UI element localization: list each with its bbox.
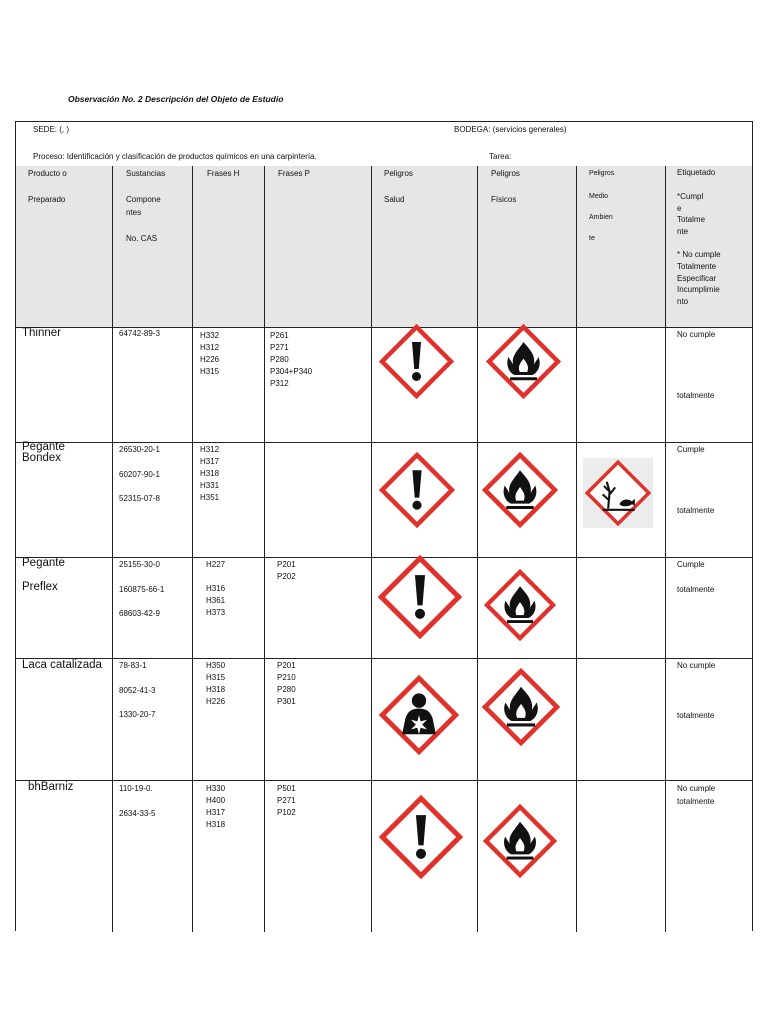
flame-icon (484, 569, 556, 641)
cas-numbers: 25155-30-0 160875-66-1 68603-42-9 (119, 560, 165, 618)
flame-icon (483, 804, 557, 878)
cas-numbers: 110-19-0. 2634-33-5 (119, 784, 156, 818)
column-divider (112, 166, 113, 932)
chemical-classification-table (15, 121, 753, 931)
h-phrases: H227 H316 H361 H373 (206, 560, 226, 617)
flame-icon (482, 668, 560, 746)
h-phrases: H332 H312 H226 H315 (200, 331, 220, 376)
health-hazard-icon (379, 675, 459, 755)
flame-icon (482, 452, 558, 528)
p-phrases: P201 P210 P280 P301 (277, 661, 296, 706)
bodega-label: BODEGA: (servicios generales) (454, 125, 567, 134)
etiquetado-status-detail: totalmente (677, 711, 715, 720)
product-name: Thinner (22, 327, 61, 339)
sede-label: SEDE: (, ) (33, 125, 70, 134)
document-title: Observación No. 2 Descripción del Objeto de Estudio (68, 94, 284, 104)
exclamation-mark-icon (379, 452, 455, 528)
p-phrases: P201 P202 (277, 560, 296, 581)
column-divider (477, 166, 478, 932)
etiquetado-status-detail: totalmente (677, 585, 715, 594)
etiquetado-status: No cumple totalmente (677, 784, 716, 806)
exclamation-mark-icon (378, 555, 462, 639)
etiquetado-status: Cumple (677, 445, 705, 454)
header-frases-p: Frases P (278, 169, 311, 178)
h-phrases: H330 H400 H317 H318 (206, 784, 226, 829)
header-producto: Producto o Preparado (28, 169, 67, 204)
h-phrases: H350 H315 H318 H226 (206, 661, 226, 706)
etiquetado-status: No cumple (677, 661, 716, 670)
cas-numbers: 26530-20-1 60207-90-1 52315-07-8 (119, 445, 160, 503)
row-divider (16, 780, 752, 781)
column-divider (371, 166, 372, 932)
header-peligros-fisicos: Peligros Físicos (491, 169, 520, 204)
etiquetado-status: Cumple (677, 560, 705, 569)
product-name: bhBarniz (28, 781, 74, 793)
exclamation-mark-icon (379, 795, 463, 879)
header-sustancias: Sustancias Compone ntes No. CAS (126, 169, 166, 243)
header-frases-h: Frases H (207, 169, 240, 178)
environment-icon (583, 455, 653, 531)
product-name: Pegante Bondex (22, 441, 65, 464)
tarea-label: Tarea: (489, 152, 512, 161)
cas-numbers: 78-83-1 8052-41-3 1330-20-7 (119, 661, 156, 719)
product-name: Pegante Preflex (22, 557, 65, 593)
cas-numbers: 64742-89-3 (119, 329, 160, 338)
column-divider (192, 166, 193, 932)
row-divider (16, 658, 752, 659)
header-peligros-salud: Peligros Salud (384, 169, 413, 204)
etiquetado-status-detail: totalmente (677, 506, 715, 515)
column-divider (665, 166, 666, 932)
product-name: Laca catalizada (22, 659, 102, 671)
p-phrases: P501 P271 P102 (277, 784, 296, 817)
column-divider (264, 166, 265, 932)
exclamation-mark-icon (379, 324, 454, 399)
row-divider (16, 442, 752, 443)
flame-icon (486, 324, 561, 399)
p-phrases: P261 P271 P280 P304+P340 P312 (270, 331, 313, 388)
header-etiquetado: Etiquetado *Cumpl e Totalme nte * No cumple Totalmente Especificar Incumplimie nto (677, 168, 721, 307)
etiquetado-status-detail: totalmente (677, 391, 715, 400)
header-peligros-medio-ambiente: Peligros Medio Ambien te (589, 170, 615, 242)
column-divider (576, 166, 577, 932)
etiquetado-status: No cumple (677, 330, 716, 339)
proceso-label: Proceso: Identificación y clasificación de productos químicos en una carpintería. (33, 152, 317, 161)
h-phrases: H312 H317 H318 H331 H351 (200, 445, 220, 502)
